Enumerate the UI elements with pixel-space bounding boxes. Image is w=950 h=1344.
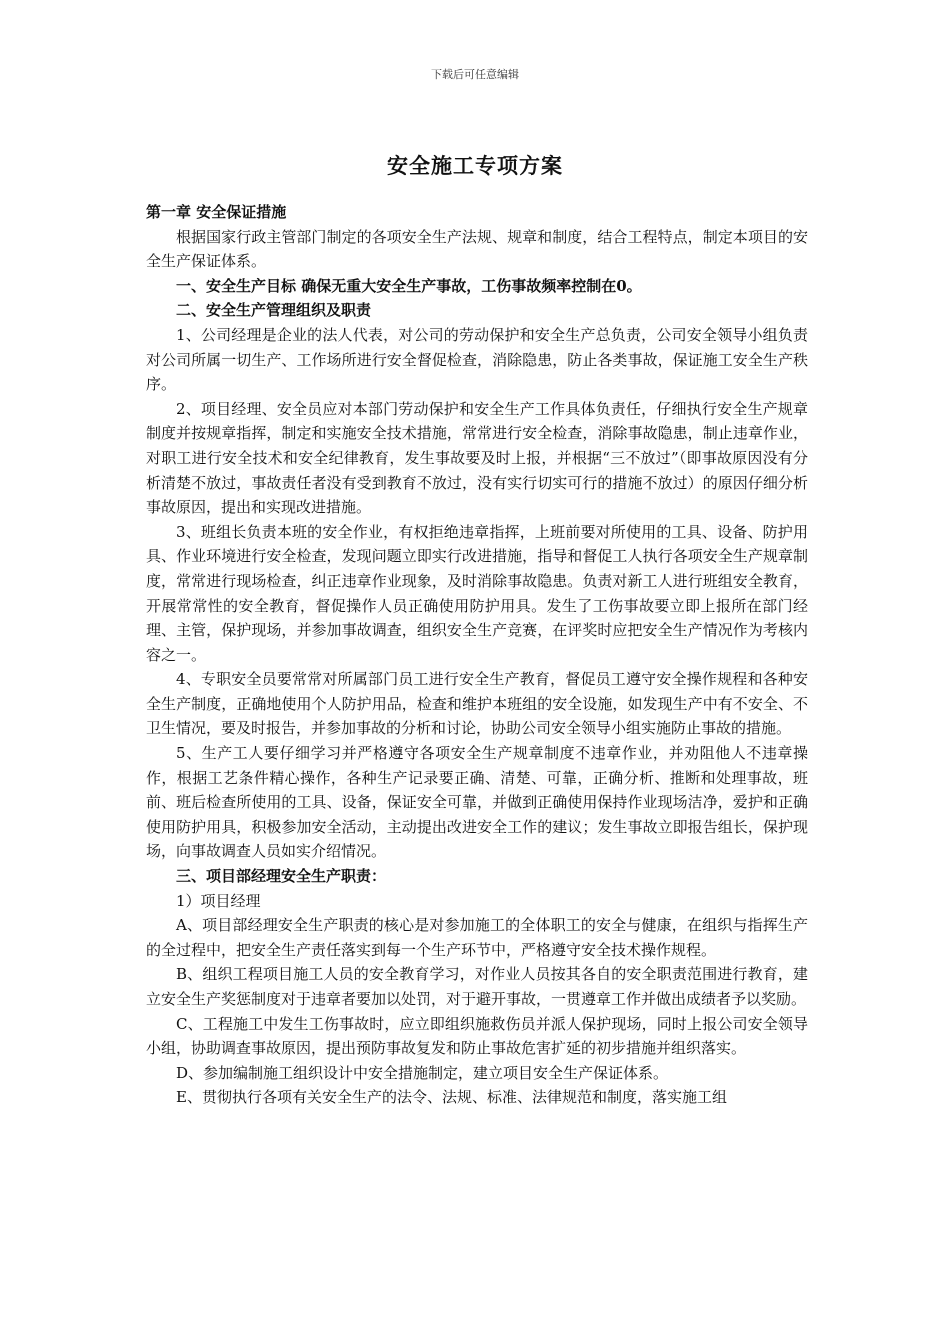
paragraph-item-3: 3、班组长负责本班的安全作业，有权拒绝违章指挥，上班前要对所使用的工具、设备、防护用具、作业环境进行安全检查，发现问题立即实行改进措施，指导和督促工人执行各项安全生产规章制度，常常进行现场检查，纠正违章作业现象，及时消除事故隐患。负责对新工人进行班组安全教育，开展常常性的安全教育，督促操作人员正确使用防护用具。发生了工伤事故要立即上报所在部门经理、主管，保护现场，并参加事故调查，组织安全生产竞赛，在评奖时应把安全生产情况作为考核内容之一。 bbox=[146, 522, 808, 664]
chapter-heading: 第一章 安全保证措施 bbox=[146, 203, 287, 221]
paragraph-item-a: A、项目部经理安全生产职责的核心是对参加施工的全体职工的安全与健康，在组织与指挥生产的全过程中，把安全生产责任落实到每一个生产环节中，严格遵守安全技术操作规程。 bbox=[146, 916, 808, 959]
paragraph-intro: 根据国家行政主管部门制定的各项安全生产法规、规章和制度，结合工程特点，制定本项目的安全生产保证体系。 bbox=[146, 227, 808, 271]
section-heading-pm-duties: 三、项目部经理安全生产职责： bbox=[176, 867, 387, 886]
section-heading-goal: 一、安全生产目标 确保无重大安全生产事故，工伤事故频率控制在0。 bbox=[176, 276, 642, 295]
header-note: 下载后可任意编辑 bbox=[431, 68, 519, 81]
paragraph-item-c: C、工程施工中发生工伤事故时，应立即组织施救伤员并派人保护现场，同时上报公司安全领导小组，协助调查事故原因，提出预防事故复发和防止事故危害扩延的初步措施并组织落实。 bbox=[146, 1014, 808, 1058]
document-title: 安全施工专项方案 bbox=[387, 153, 563, 178]
paragraph-item-5: 5、生产工人要仔细学习并严格遵守各项安全生产规章制度不违章作业，并劝阻他人不违章操作，根据工艺条件精心操作，各种生产记录要正确、清楚、可靠，正确分析、推断和处理事故，班前、班后检查所使用的工具、设备，保证安全可靠，并做到正确使用保持作业现场洁净，爱护和正确使用防护用具，积极参加安全活动，主动提出改进安全工作的建议；发生事故立即报告组长，保护现场，向事故调查人员如实介绍情况。 bbox=[146, 744, 808, 861]
paragraph-item-4: 4、专职安全员要常常对所属部门员工进行安全生产教育，督促员工遵守安全操作规程和各种安全生产制度，正确地使用个人防护用品，检查和维护本班组的安全设施，如发现生产中有不安全、不卫生情况，要及时报告，并参加事故的分析和讨论，协助公司安全领导小组实施防止事故的措施。 bbox=[146, 670, 808, 738]
paragraph-item-d: D、参加编制施工组织设计中安全措施制定，建立项目安全生产保证体系。 bbox=[176, 1063, 669, 1082]
paragraph-item-b: B、组织工程项目施工人员的安全教育学习，对作业人员按其各自的安全职责范围进行教育，建立安全生产奖惩制度对于违章者要加以处罚，对于避开事故，一贯遵章工作并做出成绩者予以奖励。 bbox=[146, 965, 808, 1008]
paragraph-item-2: 2、项目经理、安全员应对本部门劳动保护和安全生产工作具体负责任，仔细执行安全生产规章制度并按规章指挥，制定和实施安全技术措施，常常进行安全检查，消除事故隐患，制止违章作业，对职工进行安全技术和安全纪律教育，发生事故要及时上报，并根据“三不放过”（即事故原因没有分析清楚不放过，事故责任者没有受到教育不放过，没有实行切实可行的措施不放过）的原因仔细分析事故原因，提出和实现改进措施。 bbox=[146, 399, 808, 517]
paragraph-item-1: 1、公司经理是企业的法人代表，对公司的劳动保护和安全生产总负责，公司安全领导小组负责对公司所属一切生产、工作场所进行安全督促检查，消除隐患，防止各类事故，保证施工安全生产秩序。 bbox=[146, 325, 808, 394]
paragraph-item-e: E、贯彻执行各项有关安全生产的法令、法规、标准、法律规范和制度，落实施工组 bbox=[176, 1088, 727, 1107]
section-heading-organization: 二、安全生产管理组织及职责 bbox=[176, 301, 372, 320]
document-body bbox=[146, 200, 808, 1110]
subsection-label-pm: 1）项目经理 bbox=[176, 891, 261, 910]
